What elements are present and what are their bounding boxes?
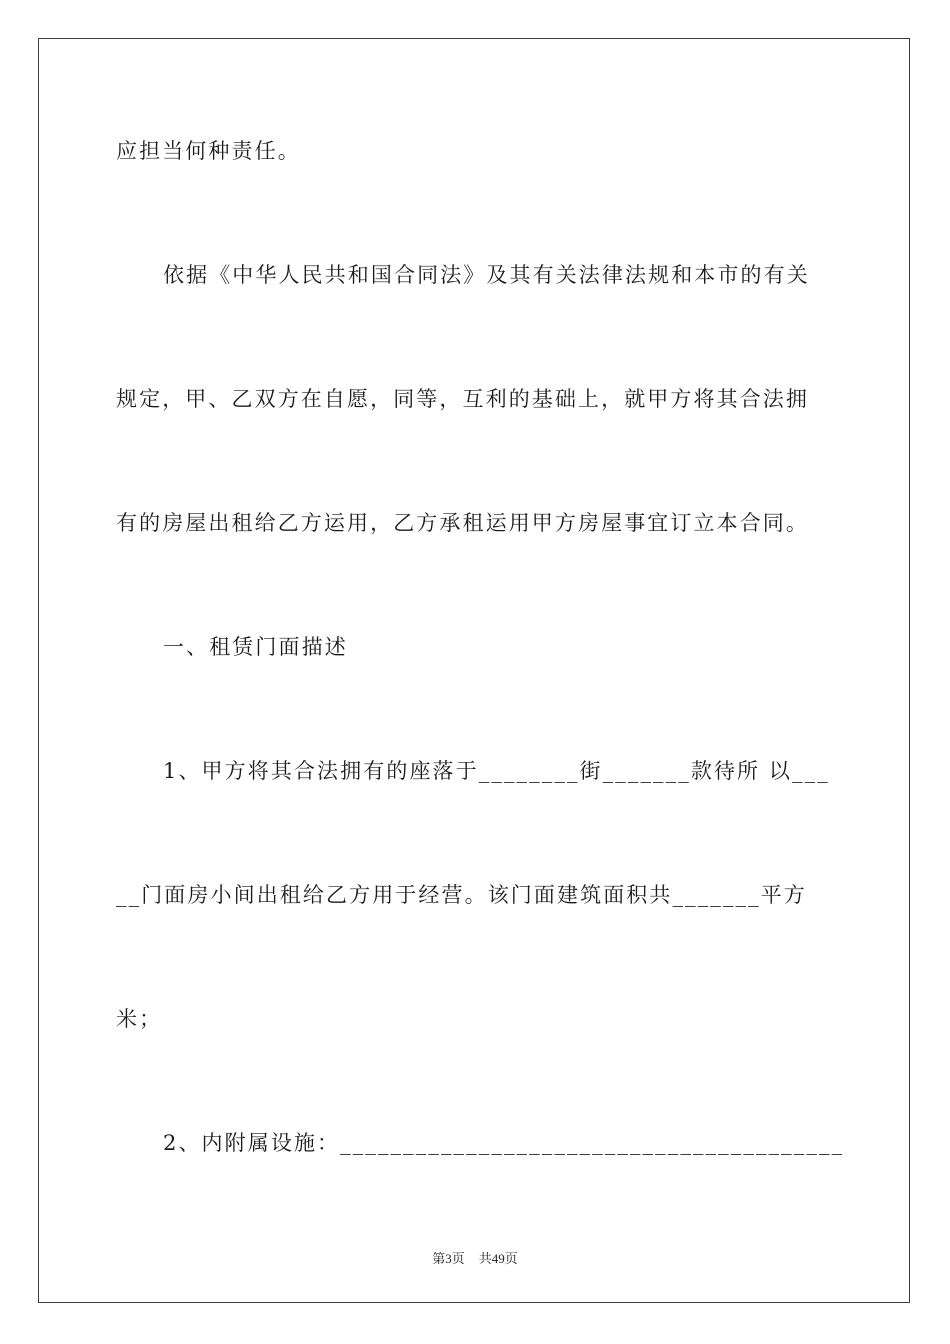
text-line-4: 有的房屋出租给乙方运用，乙方承租运用甲方房屋事宜订立本合同。: [116, 511, 809, 535]
text-line-1: 应担当何种责任。: [116, 139, 301, 163]
page-number: 第3页: [432, 1251, 465, 1266]
section-heading: 一、租赁门面描述: [163, 635, 348, 659]
page-border: [38, 38, 910, 1303]
text-line-6: 1、甲方将其合法拥有的座落于________街_______款待所 以___: [163, 759, 830, 783]
text-line-9: 2、内附属设施：________________________________________: [163, 1131, 845, 1155]
text-line-3: 规定，甲、乙双方在自愿，同等，互利的基础上，就甲方将其合法拥: [116, 387, 809, 411]
text-line-8: 米；: [116, 1007, 163, 1031]
page-total: 共49页: [478, 1251, 518, 1266]
text-line-7: __门面房小间出租给乙方用于经营。该门面建筑面积共_______平方: [116, 883, 807, 907]
text-line-2: 依据《中华人民共和国合同法》及其有关法律法规和本市的有关: [163, 263, 810, 287]
page-footer: [0, 1248, 950, 1267]
